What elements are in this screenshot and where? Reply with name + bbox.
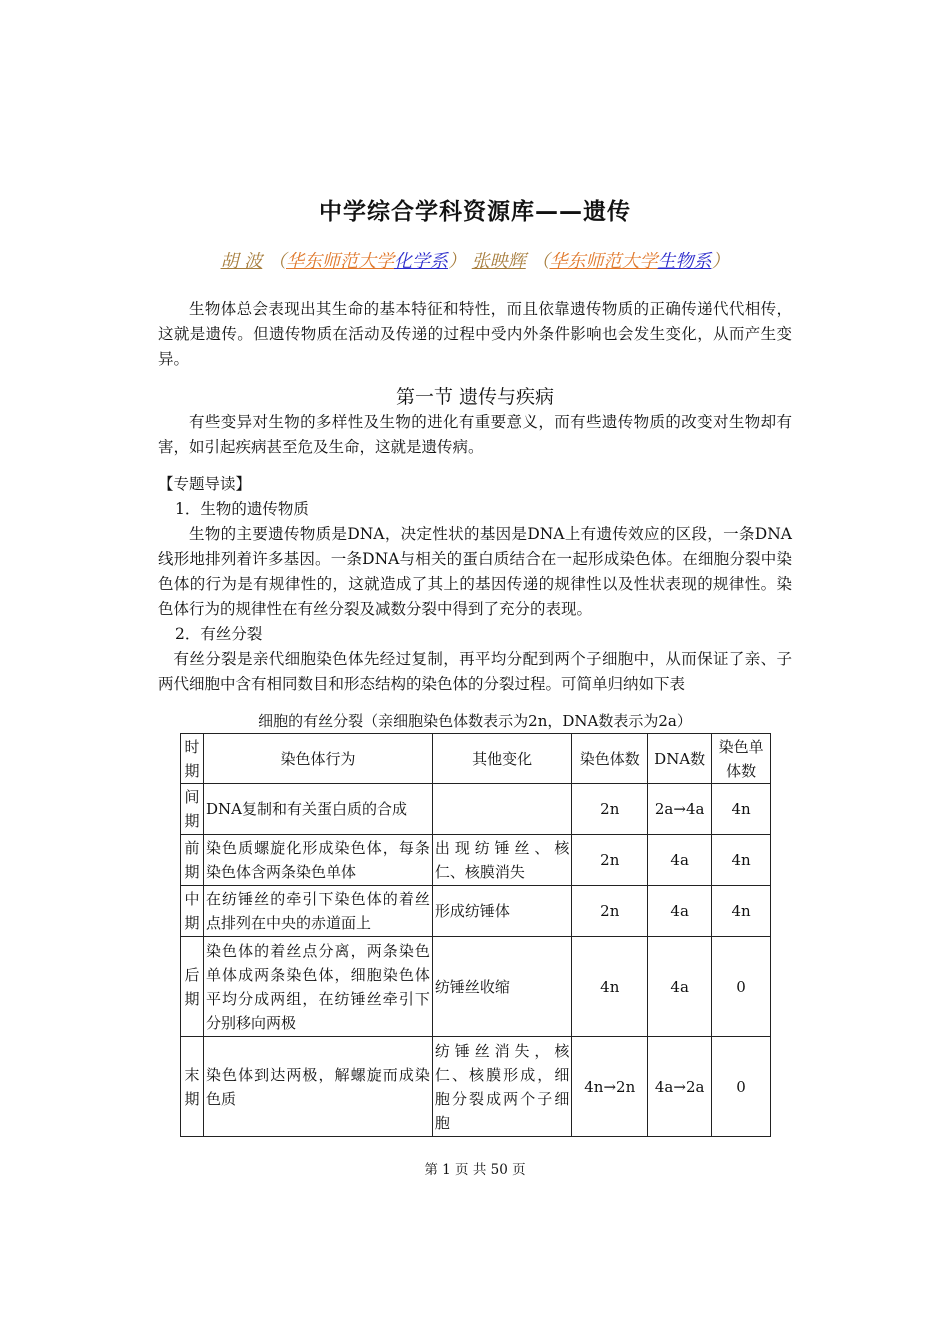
chromosome-count-cell: 4n <box>572 937 648 1037</box>
chromatid-count-cell: 0 <box>712 1037 771 1137</box>
other-cell <box>432 784 571 835</box>
stage-cell: 末期 <box>181 1037 204 1137</box>
header-behavior: 染色体行为 <box>203 734 432 784</box>
chromosome-count-cell: 4n→2n <box>572 1037 648 1137</box>
dna-count-cell: 4a→2a <box>648 1037 712 1137</box>
chromosome-count-cell: 2n <box>572 835 648 886</box>
department-link-chemistry[interactable]: 化学系 <box>394 251 448 272</box>
stage-cell: 间期 <box>181 784 204 835</box>
dna-count-cell: 4a <box>648 835 712 886</box>
behavior-cell: 染色质螺旋化形成染色体，每条染色体含两条染色单体 <box>203 835 432 886</box>
table-row <box>181 784 771 835</box>
item2-heading: 2．有丝分裂 <box>175 625 263 643</box>
paren-open: （ <box>268 251 286 272</box>
author-line <box>0 247 950 273</box>
item2-paragraph: 有丝分裂是亲代细胞染色体先经过复制，再平均分配到两个子细胞中，从而保证了亲、子两代细胞中含有相同数目和形态结构的染色体的分裂过程。可简单归纳如下表 <box>158 650 792 693</box>
chromosome-count-cell: 2n <box>572 784 648 835</box>
intro-paragraph: 生物体总会表现出其生命的基本特征和特性，而且依靠遗传物质的正确传递代代相传，这就是遗传。但遗传物质在活动及传递的过程中受内外条件影响也会发生变化，从而产生变异。 <box>158 300 792 368</box>
chromatid-count-cell: 4n <box>712 886 771 937</box>
table-row <box>181 886 771 937</box>
table-caption: 细胞的有丝分裂（亲细胞染色体数表示为2n，DNA数表示为2a） <box>258 712 692 730</box>
header-chromatids: 染色单体数 <box>712 734 771 784</box>
behavior-cell: DNA复制和有关蛋白质的合成 <box>203 784 432 835</box>
paren-open: （ <box>531 251 550 272</box>
dna-count-cell: 4a <box>648 886 712 937</box>
section-intro-paragraph: 有些变异对生物的多样性及生物的进化有重要意义，而有些遗传物质的改变对生物却有害，如引起疾病甚至危及生命，这就是遗传病。 <box>158 413 792 456</box>
page-title: 中学综合学科资源库——遗传 <box>319 199 631 225</box>
header-chromosomes: 染色体数 <box>572 734 648 784</box>
table-header-row <box>181 734 771 784</box>
table-row <box>181 1037 771 1137</box>
author-link-zhang-yinghui[interactable]: 张映辉 <box>471 251 526 272</box>
section-title: 第一节 遗传与疾病 <box>395 386 555 408</box>
dna-count-cell: 2a→4a <box>648 784 712 835</box>
mitosis-table <box>180 733 771 1137</box>
other-cell: 纺锤丝收缩 <box>432 937 571 1037</box>
stage-cell: 后期 <box>181 937 204 1037</box>
department-link-biology[interactable]: 生物系 <box>657 251 712 272</box>
chromatid-count-cell: 4n <box>712 784 771 835</box>
other-cell: 纺锤丝消失，核仁、核膜形成，细胞分裂成两个子细胞 <box>432 1037 571 1137</box>
header-stage: 时期 <box>181 734 204 784</box>
header-dna: DNA数 <box>648 734 712 784</box>
behavior-cell: 染色体到达两极，解螺旋而成染色质 <box>203 1037 432 1137</box>
table-row <box>181 835 771 886</box>
other-cell: 出现纺锤丝、核仁、核膜消失 <box>432 835 571 886</box>
university-link-2[interactable]: 华东师范大学 <box>549 251 658 272</box>
stage-cell: 中期 <box>181 886 204 937</box>
chromosome-count-cell: 2n <box>572 886 648 937</box>
table-row <box>181 937 771 1037</box>
paren-close: ） <box>711 251 730 272</box>
stage-cell: 前期 <box>181 835 204 886</box>
item1-heading: 1．生物的遗传物质 <box>175 500 309 518</box>
dna-count-cell: 4a <box>648 937 712 1037</box>
item1-paragraph: 生物的主要遗传物质是DNA，决定性状的基因是DNA上有遗传效应的区段，一条DNA线形地排列着许多基因。一条DNA与相关的蛋白质结合在一起形成染色体。在细胞分裂中染色体的行为是有规律性的，这就造成了其上的基因传递的规律性以及性状表现的规律性。染色体行为的规律性在有丝分裂及减数分裂中得到了充分的表现。 <box>158 525 792 618</box>
behavior-cell: 在纺锤丝的牵引下染色体的着丝点排列在中央的赤道面上 <box>203 886 432 937</box>
guide-heading: 【专题导读】 <box>158 475 252 493</box>
behavior-cell: 染色体的着丝点分离，两条染色单体成两条染色体，细胞染色体平均分成两组，在纺锤丝牵引下分别移向两极 <box>203 937 432 1037</box>
university-link-1[interactable]: 华东师范大学 <box>286 251 394 272</box>
header-other: 其他变化 <box>432 734 571 784</box>
chromatid-count-cell: 0 <box>712 937 771 1037</box>
other-cell: 形成纺锤体 <box>432 886 571 937</box>
chromatid-count-cell: 4n <box>712 835 771 886</box>
paren-close: ） <box>448 251 466 272</box>
author-link-hu-bo[interactable]: 胡 波 <box>220 251 263 272</box>
page-footer: 第 1 页 共 50 页 <box>424 1162 526 1178</box>
